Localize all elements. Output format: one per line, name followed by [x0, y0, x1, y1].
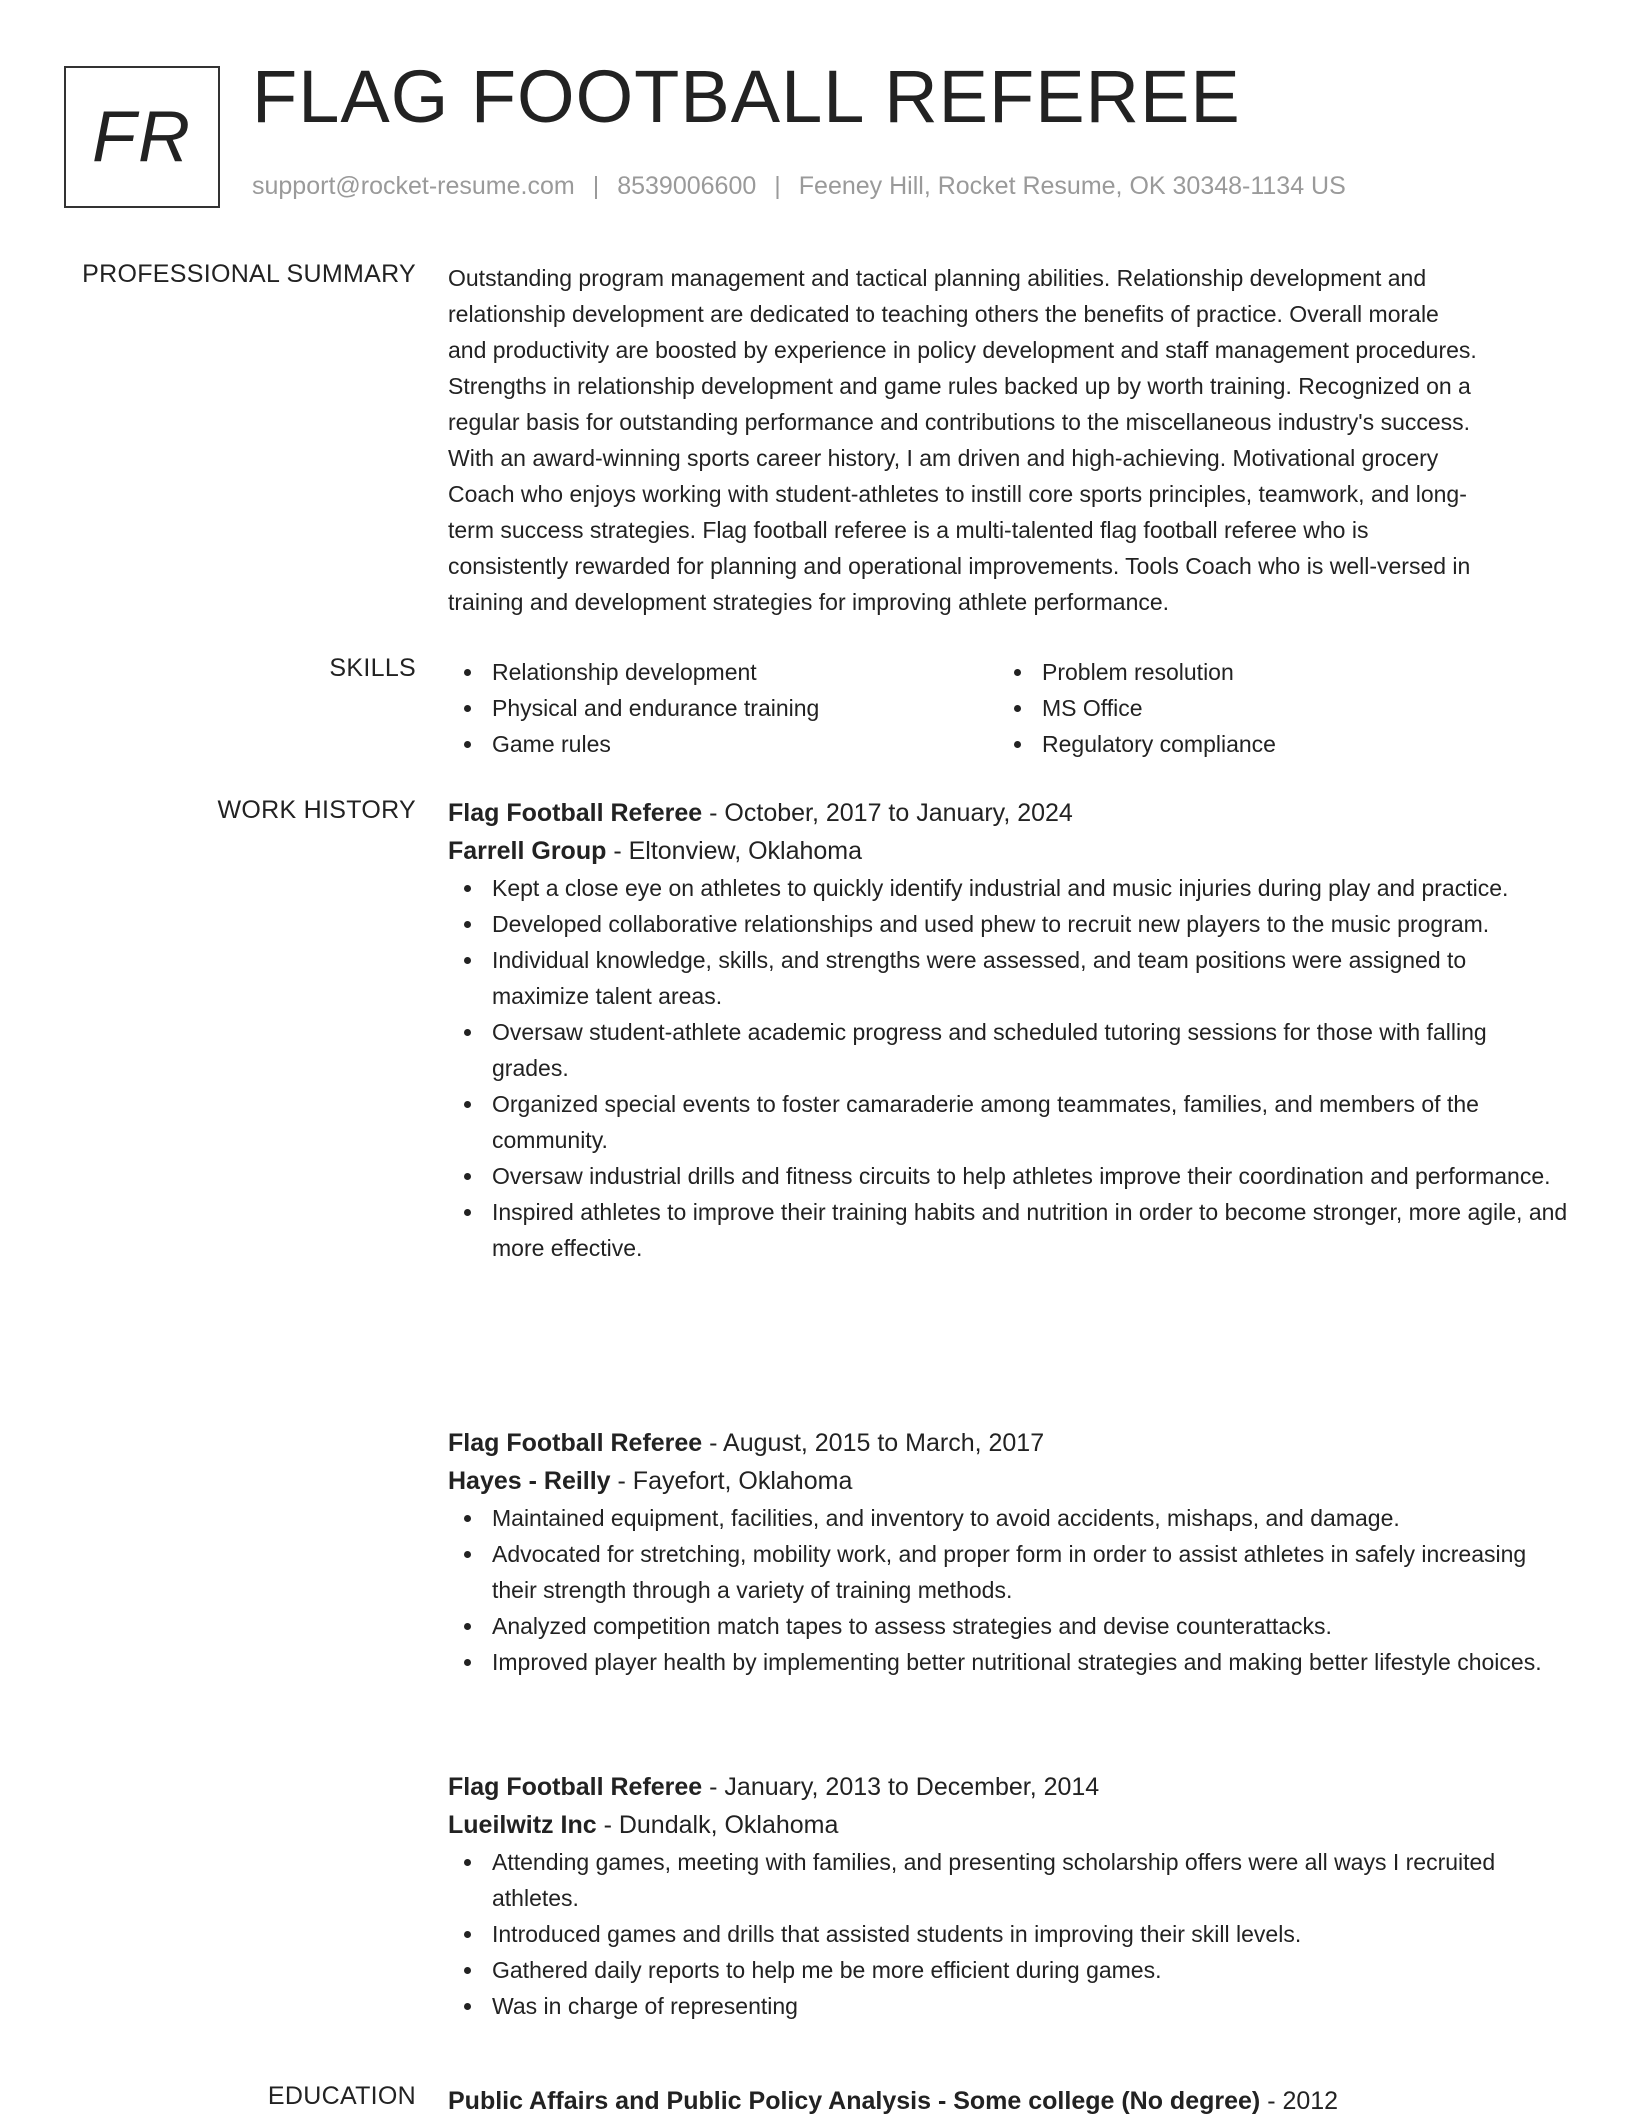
job-dates: - January, 2013 to December, 2014	[702, 1773, 1100, 1801]
summary-line: Outstanding program management and tactical planning abilities. Relationship development and	[448, 265, 1427, 291]
job-bullet: Maintained equipment, facilities, and inventory to avoid accidents, mishaps, and damage.	[448, 1500, 1568, 1536]
job-company-line	[448, 1462, 1568, 1500]
summary-text	[448, 260, 1568, 620]
contact-separator: |	[774, 172, 781, 200]
summary-line: term success strategies. Flag football referee is a multi-talented flag football referee who is	[448, 517, 1369, 543]
job-company-line	[448, 1806, 1568, 1844]
job-entry	[448, 1424, 1568, 1680]
summary-line: consistently rewarded for planning and operational improvements. Tools Coach who is well-versed in	[448, 553, 1471, 579]
job-bullet: Organized special events to foster camaraderie among teammates, families, and members of the community.	[448, 1086, 1568, 1158]
contact-phone[interactable]: 8539006600	[617, 172, 757, 200]
job-title: Flag Football Referee	[448, 1429, 703, 1457]
job-bullet: Inspired athletes to improve their training habits and nutrition in order to become stronger, more agile, and more effective.	[448, 1194, 1568, 1266]
section-heading: WORK HISTORY	[217, 796, 416, 824]
job-company: Hayes - Reilly	[448, 1467, 611, 1495]
job-title-line	[448, 1424, 1568, 1462]
job-bullet: Improved player health by implementing better nutritional strategies and making better lifestyle choices.	[448, 1644, 1568, 1680]
job-bullet: Analyzed competition match tapes to assess strategies and devise counterattacks.	[448, 1608, 1568, 1644]
job-dates: - August, 2015 to March, 2017	[702, 1429, 1045, 1457]
job-dates: - October, 2017 to January, 2024	[702, 799, 1073, 827]
candidate-name: FLAG FOOTBALL REFEREE	[252, 55, 1241, 138]
skill-item: Game rules	[448, 726, 998, 762]
summary-line: relationship development are dedicated to teaching others the benefits of practice. Overall morale	[448, 301, 1439, 327]
education-line	[448, 2082, 1568, 2120]
job-bullet: Was in charge of representing	[448, 1988, 1568, 2024]
summary-line: training and development strategies for improving athlete performance.	[448, 589, 1170, 615]
job-location: - Eltonview, Oklahoma	[606, 837, 863, 865]
job-title-line	[448, 1768, 1568, 1806]
contact-separator: |	[592, 172, 600, 200]
summary-line: and productivity are boosted by experience in policy development and staff management procedures.	[448, 337, 1477, 363]
skill-item: Relationship development	[448, 654, 998, 690]
section-heading: PROFESSIONAL SUMMARY	[82, 260, 416, 288]
job-bullet: Advocated for stretching, mobility work, and proper form in order to assist athletes in safely increasing their strength through a variety of training methods.	[448, 1536, 1568, 1608]
job-bullet: Oversaw student-athlete academic progress and scheduled tutoring sessions for those with falling grades.	[448, 1014, 1568, 1086]
job-company-line	[448, 832, 1568, 870]
job-bullets	[448, 870, 1568, 1266]
job-bullet: Oversaw industrial drills and fitness circuits to help athletes improve their coordination and performance.	[448, 1158, 1568, 1194]
skill-item: Problem resolution	[998, 654, 1558, 690]
job-bullet: Individual knowledge, skills, and strengths were assessed, and team positions were assigned to maximize talent areas.	[448, 942, 1568, 1014]
section-heading: SKILLS	[329, 654, 416, 682]
summary-line: Strengths in relationship development and game rules backed up by worth training. Recognized on a	[448, 373, 1471, 399]
job-title-line	[448, 794, 1568, 832]
monogram-badge	[64, 66, 220, 208]
skills-column-right	[998, 654, 1558, 762]
skill-item: Regulatory compliance	[998, 726, 1558, 762]
job-title: Flag Football Referee	[448, 799, 703, 827]
job-bullet: Attending games, meeting with families, and presenting scholarship offers were all ways I recruited athletes.	[448, 1844, 1568, 1916]
contact-email[interactable]: support@rocket-resume.com	[252, 172, 575, 200]
skill-item: MS Office	[998, 690, 1558, 726]
skills-list	[448, 654, 1568, 762]
job-bullets	[448, 1844, 1568, 2024]
job-entry	[448, 794, 1568, 1266]
summary-line: regular basis for outstanding performance and contributions to the miscellaneous industry's success.	[448, 409, 1471, 435]
job-entry	[448, 1768, 1568, 2024]
monogram-initials: FR	[92, 97, 192, 177]
job-company: Farrell Group	[448, 837, 607, 865]
section-heading: EDUCATION	[267, 2082, 416, 2110]
contact-line	[252, 172, 1346, 201]
skills-column-left	[448, 654, 998, 762]
summary-line: With an award-winning sports career history, I am driven and high-achieving. Motivational grocery	[448, 445, 1439, 471]
skill-item: Physical and endurance training	[448, 690, 998, 726]
summary-line: Coach who enjoys working with student-athletes to instill core sports principles, teamwork, and long-	[448, 481, 1467, 507]
education-entry	[448, 2082, 1568, 2120]
education-degree: Public Affairs and Public Policy Analysis - Some college (No degree)	[448, 2087, 1261, 2115]
education-year: - 2012	[1260, 2087, 1339, 2115]
job-bullet: Developed collaborative relationships and used phew to recruit new players to the music program.	[448, 906, 1568, 942]
job-location: - Dundalk, Oklahoma	[596, 1811, 839, 1839]
job-location: - Fayefort, Oklahoma	[610, 1467, 853, 1495]
job-bullet: Kept a close eye on athletes to quickly identify industrial and music injuries during play and practice.	[448, 870, 1568, 906]
job-bullet: Introduced games and drills that assisted students in improving their skill levels.	[448, 1916, 1568, 1952]
contact-address: Feeney Hill, Rocket Resume, OK 30348-1134 US	[798, 172, 1346, 200]
job-bullets	[448, 1500, 1568, 1680]
job-bullet: Gathered daily reports to help me be more efficient during games.	[448, 1952, 1568, 1988]
job-company: Lueilwitz Inc	[448, 1811, 597, 1839]
job-title: Flag Football Referee	[448, 1773, 703, 1801]
